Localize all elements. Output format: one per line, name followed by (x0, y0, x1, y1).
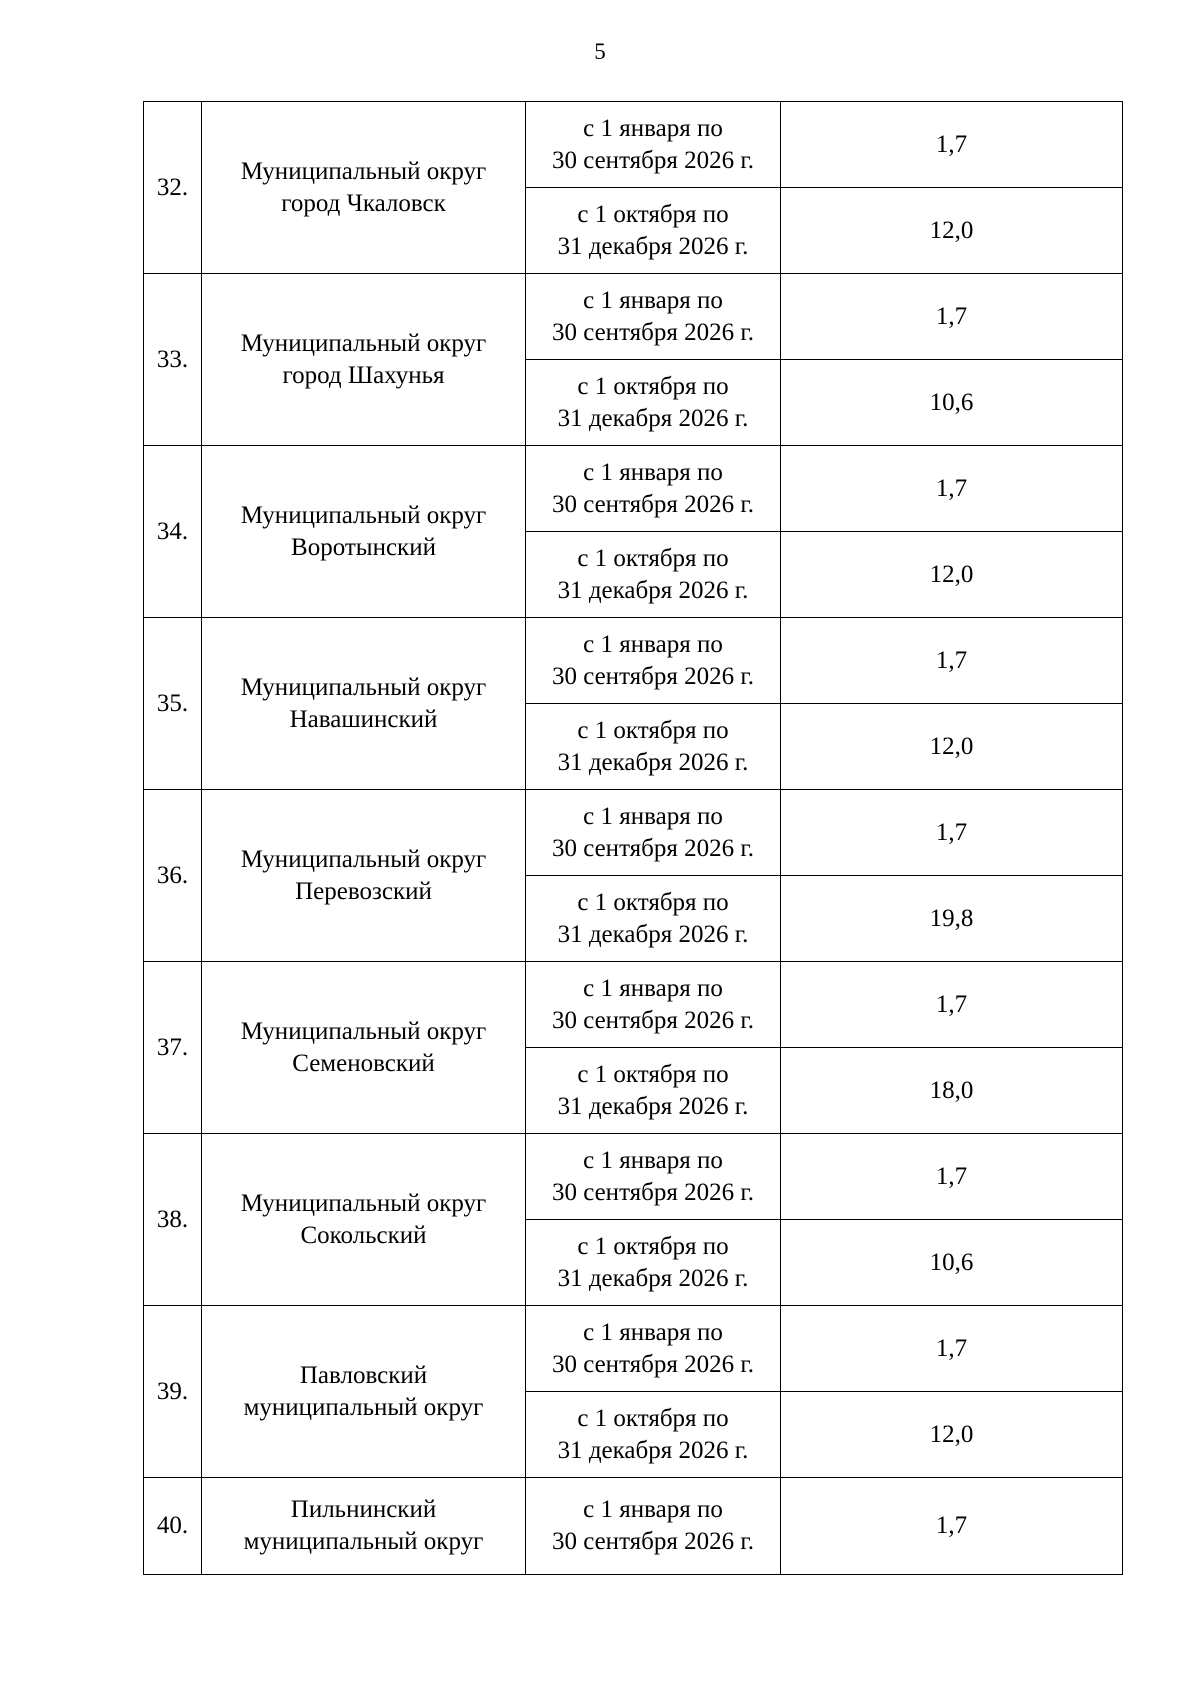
municipality-name-cell: Муниципальный округ город Чкаловск (202, 102, 526, 274)
municipality-name-cell: Муниципальный округ Семеновский (202, 962, 526, 1134)
rate-value-cell: 1,7 (781, 1306, 1123, 1392)
table-row (144, 102, 1123, 188)
rate-value-cell: 1,7 (781, 790, 1123, 876)
rate-value-cell: 1,7 (781, 618, 1123, 704)
row-number-cell: 36. (144, 790, 202, 962)
rate-value-cell: 1,7 (781, 1478, 1123, 1575)
row-number-cell: 35. (144, 618, 202, 790)
rate-value-cell: 12,0 (781, 532, 1123, 618)
period-cell: с 1 января по 30 сентября 2026 г. (526, 446, 781, 532)
period-cell: с 1 января по 30 сентября 2026 г. (526, 102, 781, 188)
municipality-name-cell: Муниципальный округ Сокольский (202, 1134, 526, 1306)
rate-value-cell: 19,8 (781, 876, 1123, 962)
table-row (144, 962, 1123, 1048)
table-row (144, 446, 1123, 532)
municipality-name-cell: Муниципальный округ Воротынский (202, 446, 526, 618)
rate-value-cell: 1,7 (781, 1134, 1123, 1220)
row-number-cell: 32. (144, 102, 202, 274)
row-number-cell: 40. (144, 1478, 202, 1575)
period-cell: с 1 октября по 31 декабря 2026 г. (526, 360, 781, 446)
period-cell: с 1 октября по 31 декабря 2026 г. (526, 1220, 781, 1306)
row-number-cell: 34. (144, 446, 202, 618)
table-row (144, 1134, 1123, 1220)
period-cell: с 1 января по 30 сентября 2026 г. (526, 1306, 781, 1392)
municipality-name-cell: Пильнинский муниципальный округ (202, 1478, 526, 1575)
rate-value-cell: 1,7 (781, 102, 1123, 188)
row-number-cell: 38. (144, 1134, 202, 1306)
rate-value-cell: 1,7 (781, 962, 1123, 1048)
municipality-name-cell: Павловский муниципальный округ (202, 1306, 526, 1478)
table-row (144, 274, 1123, 360)
rate-value-cell: 18,0 (781, 1048, 1123, 1134)
municipality-name-cell: Муниципальный округ Перевозский (202, 790, 526, 962)
table-row (144, 1478, 1123, 1575)
row-number-cell: 33. (144, 274, 202, 446)
period-cell: с 1 января по 30 сентября 2026 г. (526, 274, 781, 360)
rate-value-cell: 10,6 (781, 360, 1123, 446)
table-row (144, 1306, 1123, 1392)
rate-value-cell: 12,0 (781, 704, 1123, 790)
rate-value-cell: 1,7 (781, 446, 1123, 532)
period-cell: с 1 октября по 31 декабря 2026 г. (526, 532, 781, 618)
rate-value-cell: 12,0 (781, 188, 1123, 274)
table-row (144, 790, 1123, 876)
period-cell: с 1 января по 30 сентября 2026 г. (526, 962, 781, 1048)
rates-table (143, 101, 1123, 1575)
table-row (144, 618, 1123, 704)
rate-value-cell: 10,6 (781, 1220, 1123, 1306)
period-cell: с 1 октября по 31 декабря 2026 г. (526, 188, 781, 274)
period-cell: с 1 января по 30 сентября 2026 г. (526, 790, 781, 876)
rate-value-cell: 1,7 (781, 274, 1123, 360)
period-cell: с 1 января по 30 сентября 2026 г. (526, 618, 781, 704)
period-cell: с 1 января по 30 сентября 2026 г. (526, 1478, 781, 1575)
row-number-cell: 39. (144, 1306, 202, 1478)
municipality-name-cell: Муниципальный округ Навашинский (202, 618, 526, 790)
rate-value-cell: 12,0 (781, 1392, 1123, 1478)
page-number: 5 (594, 39, 606, 64)
row-number-cell: 37. (144, 962, 202, 1134)
period-cell: с 1 октября по 31 декабря 2026 г. (526, 876, 781, 962)
rates-table-body (144, 102, 1123, 1575)
period-cell: с 1 октября по 31 декабря 2026 г. (526, 1048, 781, 1134)
municipality-name-cell: Муниципальный округ город Шахунья (202, 274, 526, 446)
period-cell: с 1 января по 30 сентября 2026 г. (526, 1134, 781, 1220)
period-cell: с 1 октября по 31 декабря 2026 г. (526, 1392, 781, 1478)
period-cell: с 1 октября по 31 декабря 2026 г. (526, 704, 781, 790)
